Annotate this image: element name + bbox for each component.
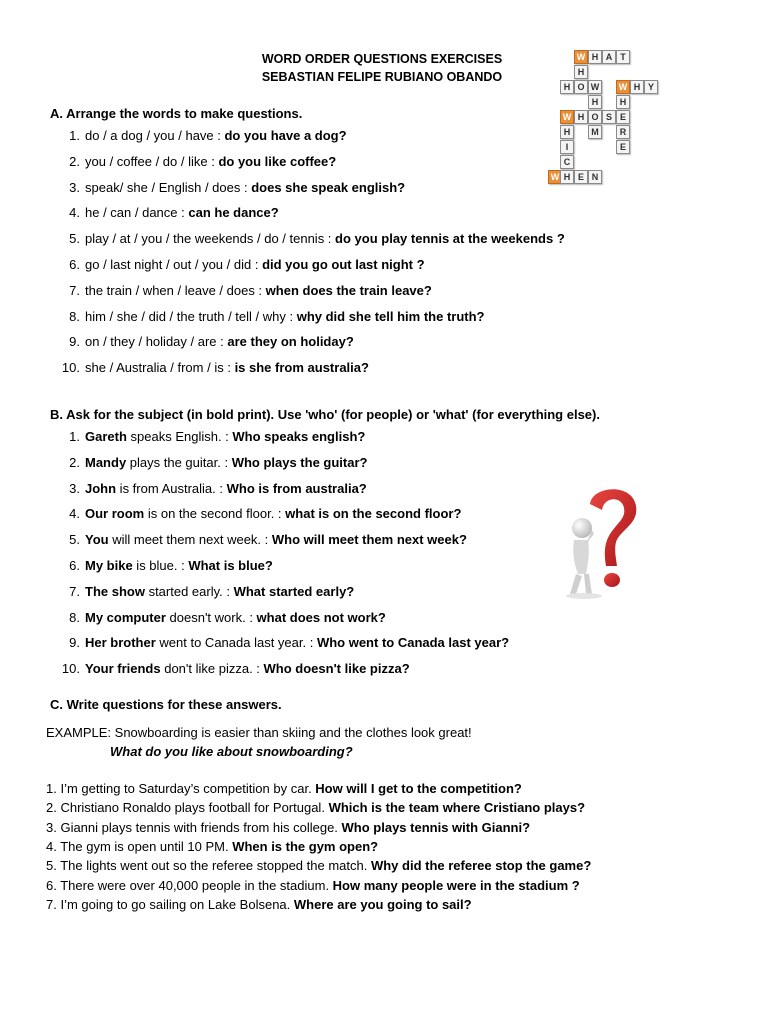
answer-item <box>46 800 585 816</box>
item-number: 10. <box>61 661 80 677</box>
question-answer: what does not work? <box>256 609 386 625</box>
example-label: EXAMPLE: <box>46 725 112 740</box>
exercise-item <box>62 309 485 325</box>
answer-sentence: Christiano Ronaldo plays football for Portugal. <box>56 800 329 816</box>
word-list: him / she / did / the truth / tell / why : <box>85 308 297 324</box>
answer-item <box>46 820 530 836</box>
subject-bold: Mandy <box>85 454 127 470</box>
question-answer: When is the gym open? <box>232 838 379 854</box>
exercise-item <box>62 481 367 497</box>
word-list: speak/ she / English / does : <box>85 179 252 195</box>
item-number: 3. <box>46 819 57 835</box>
question-answer: How many people were in the stadium ? <box>332 877 580 893</box>
exercise-item <box>62 154 336 170</box>
question-answer: Who went to Canada last year? <box>316 635 510 651</box>
question-answer: did you go out last night ? <box>262 257 425 272</box>
subject-bold: You <box>85 532 109 548</box>
question-answer: Who plays the guitar? <box>231 454 368 470</box>
exercise-item <box>62 558 273 574</box>
sentence-rest: speaks English. : <box>126 429 233 444</box>
question-answer: why did she tell him the truth? <box>296 308 485 324</box>
word-list: he / can / dance : <box>85 205 189 221</box>
word-list: on / they / holiday / are : <box>85 334 228 350</box>
example-text: Snowboarding is easier than skiing and the clothes look great! <box>111 725 472 740</box>
question-answer: What started early? <box>233 583 355 599</box>
example-answer: What do you like about snowboarding? <box>110 744 353 759</box>
sentence-rest: don't like pizza. : <box>160 661 264 677</box>
sentence-rest: went to Canada last year. : <box>155 635 317 651</box>
question-answer: Who is from australia? <box>226 480 367 496</box>
document-title: WORD ORDER QUESTIONS EXERCISES <box>261 52 503 66</box>
example-line <box>46 725 472 741</box>
exercise-item <box>62 584 354 600</box>
exercise-item <box>62 455 367 471</box>
word-list: go / last night / out / you / did : <box>85 257 263 272</box>
question-answer: can he dance? <box>188 205 279 221</box>
item-number: 6. <box>69 257 80 272</box>
question-answer: does she speak english? <box>251 179 406 195</box>
question-answer: Why did the referee stop the game? <box>370 858 592 874</box>
item-number: 10. <box>61 360 80 376</box>
item-number: 9. <box>69 635 80 651</box>
sentence-rest: is from Australia. : <box>116 480 227 496</box>
sentence-rest: plays the guitar. : <box>126 454 232 470</box>
question-answer: do you like coffee? <box>218 153 337 169</box>
word-list: you / coffee / do / like : <box>85 153 219 169</box>
question-answer: what is on the second floor? <box>285 506 462 522</box>
exercise-item <box>62 231 565 247</box>
answer-item <box>46 897 472 913</box>
subject-bold: Our room <box>85 506 145 522</box>
word-list: the train / when / leave / does : <box>85 282 266 298</box>
item-number: 2. <box>69 454 80 470</box>
question-answer: Which is the team where Cristiano plays? <box>328 800 586 816</box>
item-number: 1. <box>69 128 80 143</box>
exercise-item <box>62 532 467 548</box>
exercise-item <box>58 661 410 677</box>
question-answer: Who will meet them next week? <box>271 532 467 548</box>
item-number: 8. <box>69 609 80 625</box>
exercise-item <box>62 635 509 651</box>
exercise-item <box>62 257 425 273</box>
section-c-title: C. Write questions for these answers. <box>50 697 282 712</box>
item-number: 4. <box>69 506 80 522</box>
item-number: 7. <box>69 583 80 599</box>
question-answer: is she from australia? <box>234 360 369 376</box>
answer-sentence: The lights went out so the referee stopped the match. <box>56 858 371 874</box>
item-number: 7. <box>46 896 57 912</box>
word-list: do / a dog / you / have : <box>85 128 225 143</box>
subject-bold: My computer <box>85 609 166 625</box>
item-number: 9. <box>69 334 80 350</box>
subject-bold: My bike <box>85 558 133 573</box>
item-number: 1. <box>46 781 57 796</box>
sentence-rest: will meet them next week. : <box>108 532 272 548</box>
exercise-item <box>62 180 405 196</box>
item-number: 5. <box>69 231 80 247</box>
sentence-rest: is on the second floor. : <box>144 506 286 522</box>
answer-item <box>46 878 580 894</box>
question-answer: do you have a dog? <box>224 128 347 143</box>
author-name: SEBASTIAN FELIPE RUBIANO OBANDO <box>261 70 503 84</box>
question-answer: What is blue? <box>188 558 273 573</box>
item-number: 3. <box>69 480 80 496</box>
exercise-item <box>62 334 354 350</box>
item-number: 5. <box>69 532 80 548</box>
crossword-image: W H A T H H O W W H Y H H W H O S E H M R I E C W H E N <box>548 50 658 174</box>
subject-bold: Her brother <box>85 635 156 651</box>
sentence-rest: is blue. : <box>132 558 189 573</box>
item-number: 2. <box>69 153 80 169</box>
exercise-item <box>62 429 365 445</box>
section-a-title: A. Arrange the words to make questions. <box>50 106 303 121</box>
item-number: 5. <box>46 858 57 874</box>
question-answer: Who plays tennis with Gianni? <box>341 819 531 835</box>
item-number: 4. <box>46 838 57 854</box>
subject-bold: Gareth <box>85 429 127 444</box>
question-figure-icon <box>562 482 648 602</box>
question-answer: How will I get to the competition? <box>315 781 522 796</box>
answer-sentence: The gym is open until 10 PM. <box>56 838 233 854</box>
exercise-item <box>62 283 432 299</box>
question-answer: Where are you going to sail? <box>293 896 472 912</box>
question-answer: do you play tennis at the weekends ? <box>335 231 565 247</box>
item-number: 8. <box>69 308 80 324</box>
question-answer: are they on holiday? <box>227 334 354 350</box>
exercise-item <box>62 506 461 522</box>
section-b-title: B. Ask for the subject (in bold print). Use 'who' (for people) or 'what' (for everything else). <box>50 407 600 422</box>
word-list: play / at / you / the weekends / do / tennis : <box>85 231 336 247</box>
answer-item <box>46 839 378 855</box>
exercise-item <box>62 205 279 221</box>
exercise-item <box>58 360 369 376</box>
exercise-item <box>62 128 347 144</box>
item-number: 3. <box>69 179 80 195</box>
subject-bold: Your friends <box>85 661 161 677</box>
sentence-rest: doesn't work. : <box>165 609 257 625</box>
item-number: 6. <box>46 877 57 893</box>
answer-sentence: There were over 40,000 people in the stadium. <box>56 877 333 893</box>
question-answer: Who speaks english? <box>232 429 366 444</box>
item-number: 6. <box>69 558 80 573</box>
exercise-item <box>62 610 386 626</box>
item-number: 4. <box>69 205 80 221</box>
answer-sentence: I’m getting to Saturday’s competition by car. <box>56 781 316 796</box>
subject-bold: John <box>85 480 117 496</box>
question-answer: Who doesn't like pizza? <box>263 661 410 677</box>
item-number: 1. <box>69 429 80 444</box>
answer-item <box>46 781 522 797</box>
answer-item <box>46 858 591 874</box>
question-answer: when does the train leave? <box>265 282 432 298</box>
answer-sentence: I’m going to go sailing on Lake Bolsena. <box>56 896 294 912</box>
subject-bold: The show <box>85 583 145 599</box>
word-list: she / Australia / from / is : <box>85 360 235 376</box>
sentence-rest: started early. : <box>144 583 234 599</box>
answer-sentence: Gianni plays tennis with friends from his college. <box>56 819 342 835</box>
item-number: 2. <box>46 800 57 816</box>
item-number: 7. <box>69 282 80 298</box>
